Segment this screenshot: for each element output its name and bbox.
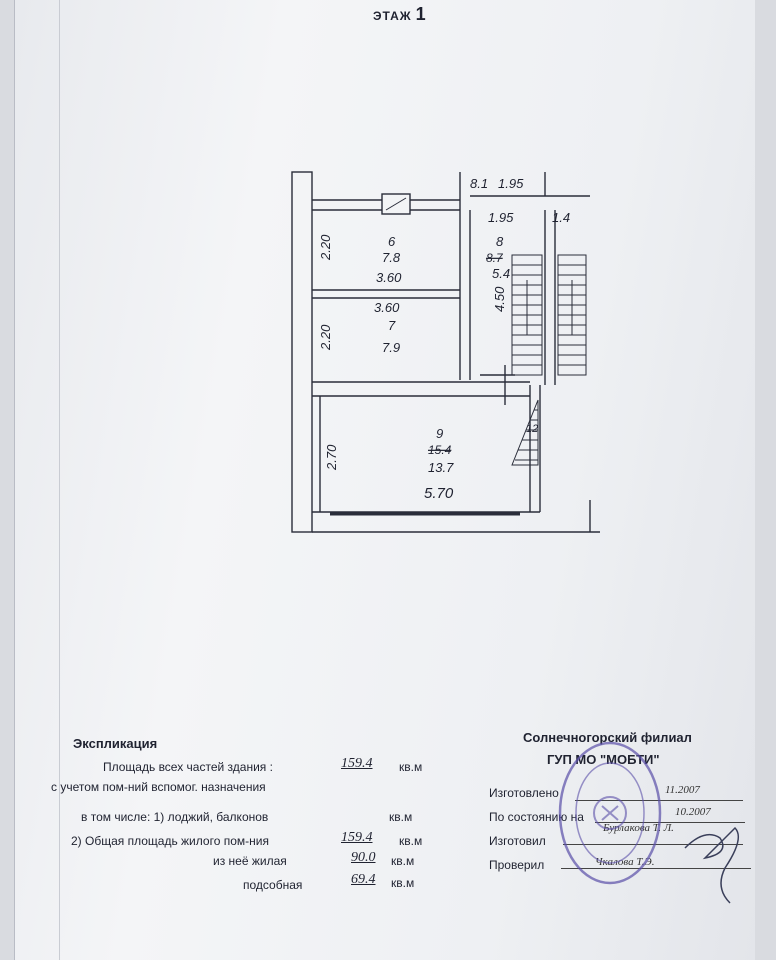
checker-value: Чкалова Т.Э. [595,856,655,868]
aux2-value: 69.4 [351,872,376,887]
floor-number: 1 [415,4,427,24]
floor-label [373,4,427,25]
state-label: По состоянию на [489,810,584,824]
room9-num: 9 [436,426,444,441]
living-unit: кв.м [391,854,415,868]
room7-dim-w: 3.60 [374,300,400,315]
floor-plan [290,160,610,540]
stairs [512,255,586,465]
living-value: 90.0 [351,850,376,865]
round-stamp [555,738,665,888]
room8-area: 5.4 [492,266,511,281]
signature [675,808,755,908]
side-dim: 1.4 [552,210,571,225]
margin-line [59,0,60,960]
room9-area: 13.7 [428,460,454,475]
room7-area: 7.9 [382,340,401,355]
room12-num: 12 [526,423,539,435]
maker-label: Изготовил [489,834,546,848]
room9-area-struck: 15.4 [428,443,452,457]
room7-dim-h: 2.20 [318,324,333,350]
room8-dim-w: 1.95 [488,210,514,225]
living-total-value: 159.4 [341,830,373,845]
room9-dim-h: 2.70 [324,444,339,470]
living-total-unit: кв.м [399,834,423,848]
explication-title: Экспликация [73,736,158,751]
org-line1: Солнечногорский филиал [523,730,692,745]
document-sheet [14,0,755,960]
total-unit: кв.м [399,760,423,774]
living-label: из неё жилая [213,854,287,868]
loggia-unit: кв.м [389,810,413,824]
left-outer-wall [292,172,312,532]
checker-label: Проверил [489,858,545,872]
room6-dim-h: 2.20 [318,234,333,260]
room9-dim-w: 5.70 [424,485,454,502]
living-total-label: 2) Общая площадь жилого пом-ния [71,834,269,848]
aux-label: с учетом пом-ний вспомог. назначения [51,780,266,794]
org-line2: ГУП МО "МОБТИ" [547,752,660,767]
room7-num: 7 [388,318,396,333]
room6-dim-w: 3.60 [376,270,402,285]
made-label: Изготовлено [489,786,559,800]
room8-area-struck: 8.7 [486,251,503,265]
top-dim-2: 1.95 [498,176,524,191]
room8-num: 8 [496,234,504,249]
room6-num: 6 [388,234,396,249]
room6-area: 7.8 [382,250,401,265]
maker-value: Бурлакова Т. Л. [603,822,674,834]
aux2-unit: кв.м [391,876,415,890]
top-dim-1: 8.1 [470,176,489,191]
total-value: 159.4 [341,756,373,771]
made-value: 11.2007 [665,784,700,796]
room8-dim-v: 4.50 [492,286,507,312]
aux2-label: подсобная [243,878,303,892]
state-value: 10.2007 [675,806,711,818]
total-label: Площадь всех частей здания : [103,760,273,774]
loggia-label: в том числе: 1) лоджий, балконов [81,810,269,824]
floor-label-text: ЭТАЖ [373,9,412,23]
